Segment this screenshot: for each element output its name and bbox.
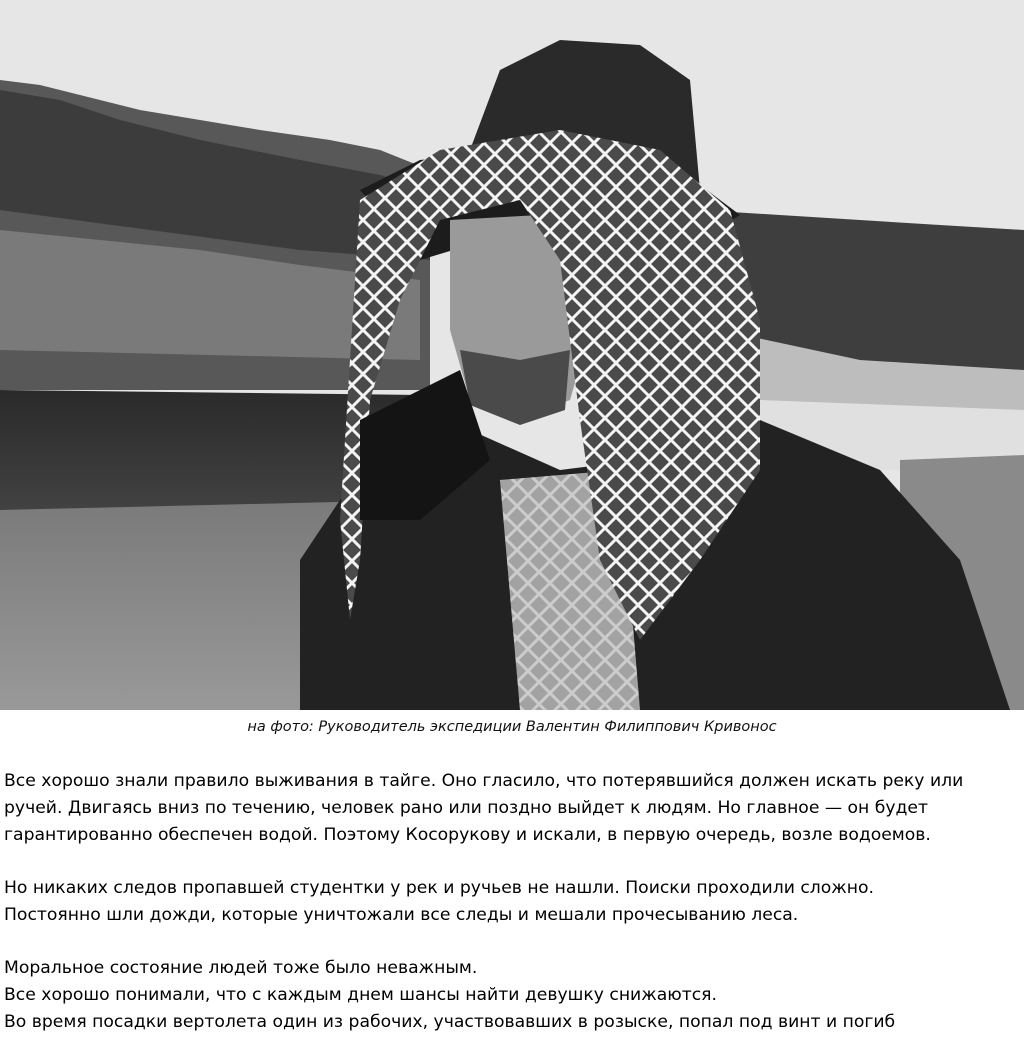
text-line: ручей. Двигаясь вниз по течению, человек рано или поздно выйдет к людям. Но главное — он будет bbox=[4, 798, 928, 818]
text-line: Все хорошо понимали, что с каждым днем шансы найти девушку снижаются. bbox=[4, 985, 717, 1005]
text-line: Моральное состояние людей тоже было неважным. bbox=[4, 958, 478, 978]
paragraph bbox=[4, 875, 1020, 929]
text-line: гарантированно обеспечен водой. Поэтому Косорукову и искали, в первую очередь, возле водоемов. bbox=[4, 825, 931, 845]
text-line: Все хорошо знали правило выживания в тайге. Оно гласило, что потерявшийся должен искать реку или bbox=[4, 771, 964, 791]
text-line: Но никаких следов пропавшей студентки у рек и ручьев не нашли. Поиски проходили сложно. bbox=[4, 878, 874, 898]
paragraph bbox=[4, 955, 1020, 1036]
paragraph bbox=[4, 768, 1020, 849]
text-line: Постоянно шли дожди, которые уничтожали все следы и мешали прочесыванию леса. bbox=[4, 905, 799, 925]
photo-caption: на фото: Руководитель экспедиции Валентин Филиппович Кривонос bbox=[247, 719, 777, 735]
article-body bbox=[4, 768, 1020, 1062]
text-line: Во время посадки вертолета один из рабочих, участвовавших в розыске, попал под винт и погиб bbox=[4, 1012, 896, 1032]
